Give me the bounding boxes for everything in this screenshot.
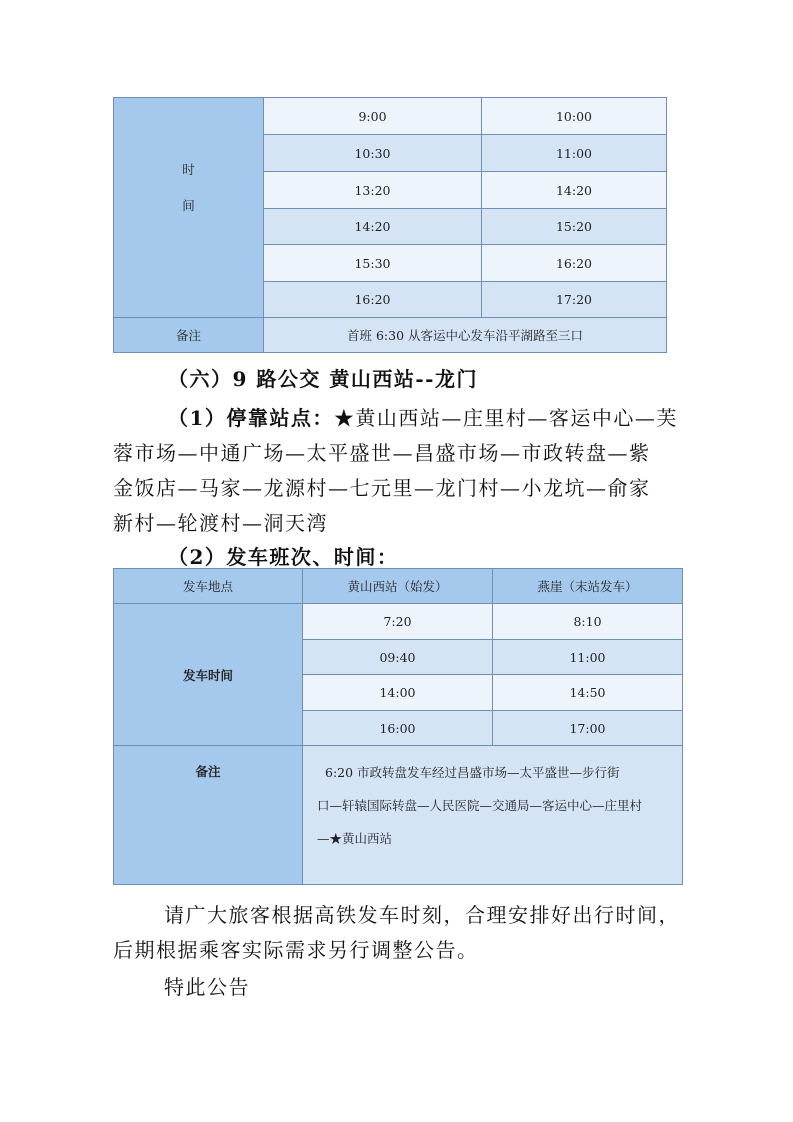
table-cell: 11:00 [482, 135, 667, 172]
note-line: —★黄山西站 [317, 831, 393, 846]
table-cell: 17:20 [482, 282, 667, 318]
stops-line-4: 新村—轮渡村—洞天湾 [113, 511, 328, 535]
header-cell: 黄山西站（始发） [303, 569, 493, 604]
section-title: （六）9 路公交 黄山西站--龙门 [168, 367, 478, 391]
closing-line-1: 请广大旅客根据高铁发车时刻，合理安排好出行时间， [164, 903, 680, 927]
note-label-cell: 备注 [114, 746, 303, 885]
table-cell: 10:00 [482, 98, 667, 135]
closing-line-2: 后期根据乘客实际需求另行调整公告。 [113, 938, 479, 962]
table-cell: 7:20 [303, 604, 493, 640]
table-cell: 16:00 [303, 711, 493, 746]
departure-time-label: 发车时间 [114, 604, 303, 746]
table-cell: 9:00 [264, 98, 482, 135]
time-label-char-1: 时 [182, 161, 195, 177]
signoff: 特此公告 [164, 975, 250, 999]
schedule-table-2 [113, 568, 683, 885]
schedule-table-1 [113, 97, 667, 353]
table-cell: 8:10 [493, 604, 683, 640]
note-line: 6:20 市政转盘发车经过昌盛市场—太平盛世—步行街 [325, 765, 620, 780]
stops-text: ★黄山西站—庄里村—客运中心—芙 [333, 406, 678, 430]
stops-line-3: 金饭店—马家—龙源村—七元里—龙门村—小龙坑—俞家 [113, 476, 651, 500]
table-cell: 16:20 [482, 245, 667, 282]
header-cell: 发车地点 [114, 569, 303, 604]
table-cell: 17:00 [493, 711, 683, 746]
schedule-heading: （2）发车班次、时间： [168, 545, 399, 569]
stops-line-2: 蓉市场—中通广场—太平盛世—昌盛市场—市政转盘—紫 [113, 441, 651, 465]
stops-heading: （1）停靠站点： [168, 406, 334, 430]
header-cell: 燕崖（末站发车） [493, 569, 683, 604]
table-cell: 10:30 [264, 135, 482, 172]
time-label-cell [114, 98, 264, 318]
table-cell: 14:20 [482, 172, 667, 209]
time-label-char-2: 间 [182, 197, 195, 213]
note-label-cell: 备注 [114, 318, 264, 353]
note-text-cell [303, 746, 683, 885]
table-cell: 14:50 [493, 675, 683, 711]
table-cell: 14:00 [303, 675, 493, 711]
table-cell: 15:30 [264, 245, 482, 282]
table-cell: 11:00 [493, 640, 683, 675]
table-cell: 09:40 [303, 640, 493, 675]
table-cell: 14:20 [264, 209, 482, 245]
table-cell: 13:20 [264, 172, 482, 209]
table-cell: 16:20 [264, 282, 482, 318]
table-cell: 15:20 [482, 209, 667, 245]
note-line: 口—轩辕国际转盘—人民医院—交通局—客运中心—庄里村 [317, 798, 643, 813]
note-text-cell: 首班 6:30 从客运中心发车沿平湖路至三口 [264, 318, 667, 353]
stops-line-1 [168, 402, 678, 431]
